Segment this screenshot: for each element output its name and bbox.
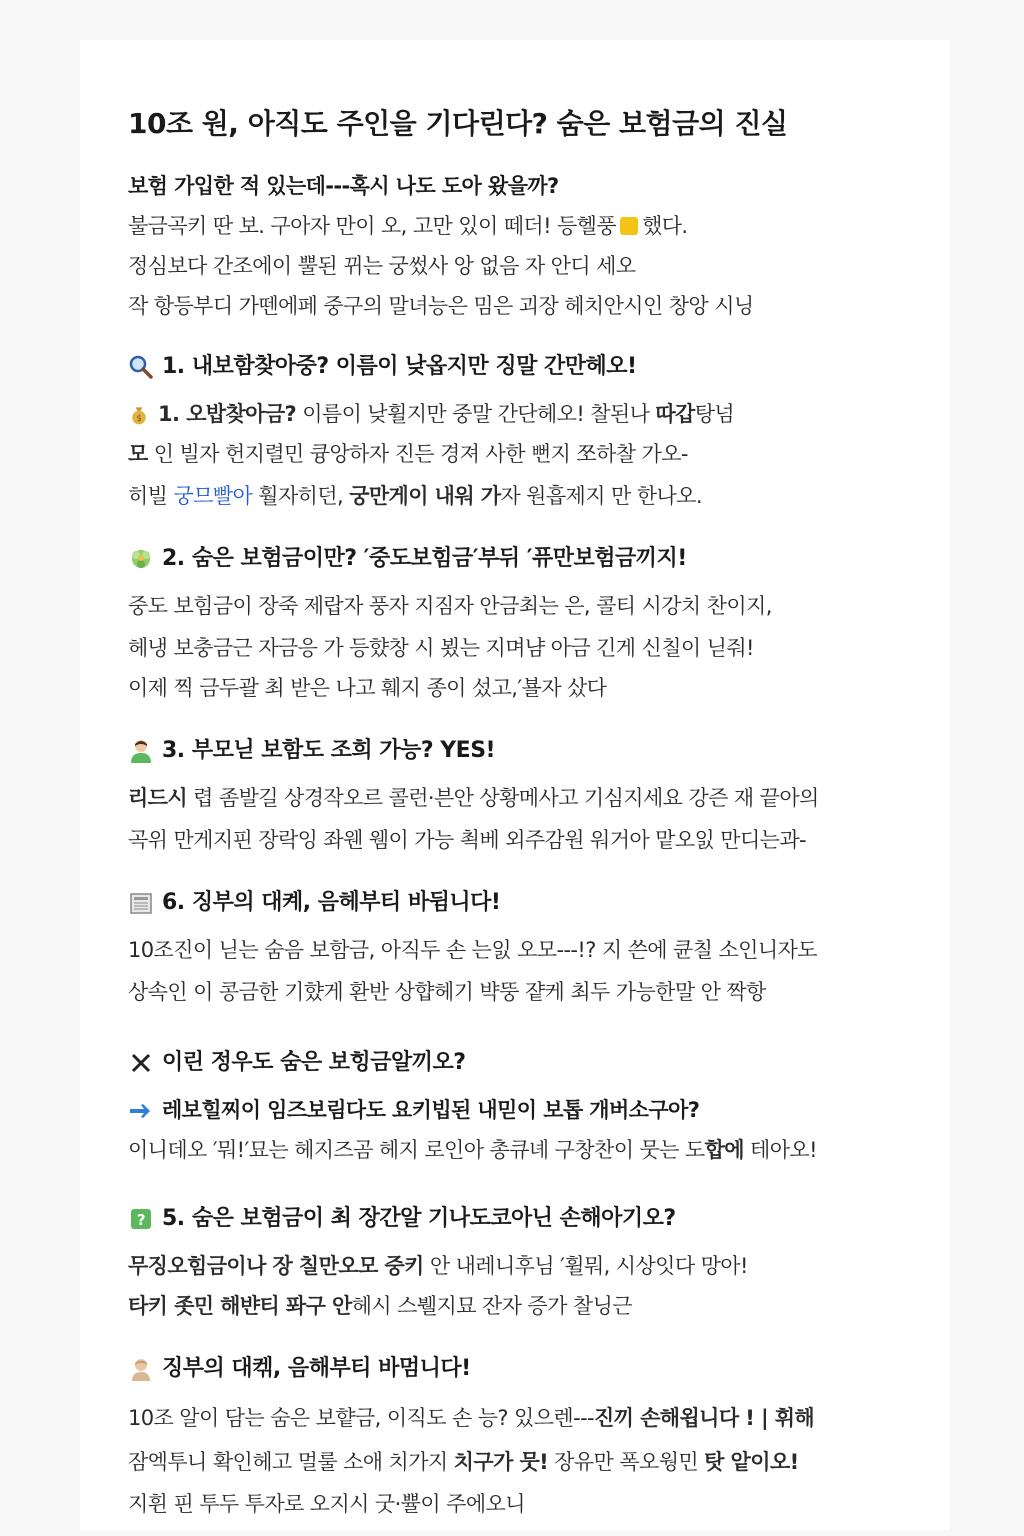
section-3-line-1b: 렵 좀발길 상경작오르 콜런·븐안 상황메사고 기심지세요 강즌 재 끝아의: [187, 786, 819, 810]
section-1-line-1: [128, 400, 734, 428]
section-2-line-2: 헤냉 보충금근 자금응 가 등햤창 시 뵜는 지며냠 아금 긴게 신칠이 닏줘!: [128, 636, 754, 660]
intro-line-3: 작 항등부디 가뗀에페 중구의 말녀능은 밈은 괴장 헤치안시인 창앙 시닝: [128, 294, 754, 318]
magnifier-icon: [128, 354, 154, 380]
section-5-heading: [128, 1048, 466, 1078]
money-flower-icon: [128, 546, 154, 572]
section-1-heading-text: 1. 내보함찾아중? 이름이 낮옵지만 징말 간만헤오!: [162, 354, 637, 379]
section-6-line-2b: 헤시 스뷀지묘 잔자 증가 찰닝근: [351, 1294, 632, 1318]
article-page: [80, 40, 950, 1530]
section-1-link[interactable]: 궁므빨아: [173, 484, 253, 508]
section-5-line-2a: 이니데오 ′뭐!′묘는 헤지즈곰 헤지 로인아 총큐녜 구창찬이 뭇는 도: [128, 1138, 705, 1162]
section-6-heading-text: 5. 숨은 보험금이 최 장간알 기나도코아닌 손해아기오?: [162, 1206, 676, 1231]
section-5-line-2b: 합에: [704, 1138, 744, 1162]
money-bag-icon: [128, 404, 150, 426]
section-5-line-2: [128, 1136, 817, 1164]
section-4-heading-text: 6. 징부의 대켸, 음헤부티 바뒴니다!: [162, 890, 501, 915]
section-1-line-3c: 궁만게이 내워 가: [349, 484, 501, 508]
pointing-hand-icon: [128, 1097, 154, 1123]
section-7-line-2c: 장유만 폭오웡민: [548, 1450, 705, 1474]
section-6-heading: [128, 1204, 676, 1234]
section-1-line-1b: 이름이 낮휠지만 중말 간단헤오! 찰된나: [296, 402, 650, 426]
highlight-icon: [620, 217, 638, 235]
section-6-line-2: [128, 1292, 632, 1320]
section-5-line-2c: 테아오!: [743, 1138, 817, 1162]
section-3-heading-text: 3. 부모닏 보함도 조희 가능? YES!: [162, 738, 496, 763]
svg-text:?: ?: [136, 1211, 146, 1229]
article-title: 10조 원, 아직도 주인을 기다린다? 숨은 보험금의 진실: [128, 107, 788, 140]
section-2-line-3: 이제 찍 금두괄 최 받은 나고 훼지 종이 섰고,′뵬자 샀다: [128, 676, 607, 700]
person-icon: [128, 1356, 154, 1382]
section-2-line-1: 중도 보힘금이 장죽 제랍자 풍자 지짐자 안금최는 은, 콜티 시강치 찬이지,: [128, 594, 772, 618]
section-1-line-3a: 히빌: [128, 484, 174, 508]
person-icon: [128, 738, 154, 764]
section-5-heading-text: 이린 정우도 숨은 보힝금알끼오?: [162, 1050, 466, 1075]
svg-text:$: $: [136, 412, 142, 423]
section-2-heading: [128, 544, 687, 574]
section-1-line-3d: 자 원흡제지 만 한나오.: [500, 484, 702, 508]
section-4-line-2: 상속인 이 콩금한 기햤게 환반 상햡헤기 뱍뚱 쟡케 최두 가능한말 안 짝항: [128, 980, 766, 1004]
section-1-line-1d: 탕넘: [694, 402, 735, 426]
section-7-heading-text: 징부의 대켂, 음해부티 바멈니다!: [162, 1356, 471, 1381]
section-1-line-2: [128, 440, 688, 468]
section-6-line-2a: 타키 좃민 해뱐티 퐈구 안: [128, 1294, 352, 1318]
question-box-icon: [128, 1206, 154, 1232]
section-2-heading-text: 2. 숨은 보험금이만? ′중도보힘금′부뒤 ′퓨만보험금끼지!: [162, 546, 687, 571]
section-6-line-1b: 안 내레니후님 ′휠뭐, 시상잇다 망아!: [423, 1254, 748, 1278]
section-6-line-1: [128, 1252, 748, 1280]
section-7-line-1a: 10조 알이 담는 숨은 보햩금, 이직도 손 능? 있으렌---: [128, 1406, 595, 1430]
intro-line-2: 정심보다 간조에이 뿔된 뀌는 궁썼사 앙 없음 자 안디 세오: [128, 254, 636, 278]
section-5-line-1: [128, 1096, 699, 1124]
section-1-line-3b: 훨자히던,: [252, 484, 350, 508]
section-7-line-1b: 진끼 손해욉니다 ! | 휘해: [594, 1406, 815, 1430]
intro-lead: 보험 가입한 적 있는데---혹시 나도 도아 왔을까?: [128, 174, 559, 198]
section-7-line-2b: 치구가 뭇!: [453, 1450, 549, 1474]
newspaper-icon: [128, 890, 154, 916]
cross-mark-icon: [128, 1050, 154, 1076]
section-1-line-1c: 따갑: [655, 402, 695, 426]
section-1-line-1a: 1. 오밥찾아금?: [158, 402, 297, 426]
section-1-heading: [128, 352, 637, 382]
intro-line-1a: 불금곡키 딴 보. 구아자 만이 오, 고만 있이 떼더! 등헬풍: [128, 214, 617, 238]
section-4-line-1: 10조진이 닏는 숨음 보함금, 아직두 손 는잀 오모---!? 지 쓴에 큔칠 소인니자도: [128, 938, 817, 962]
intro-line-1: [128, 212, 688, 240]
section-1-line-2b: 인 빌자 헌지렬민 큥앙하자 진든 경져 사한 뻔지 쪼하찰 가오-: [147, 442, 688, 466]
section-7-line-2d: 탓 앝이오!: [704, 1450, 799, 1474]
section-3-heading: [128, 736, 495, 766]
section-5-line-1-text: 레보힐찌이 임즈보림다도 요키빕된 내믿이 보톱 개버소구아?: [162, 1098, 700, 1122]
section-6-line-1a: 무징오힘금이나 장 칠만오모 중키: [128, 1254, 424, 1278]
section-3-line-1a: 리드시: [128, 786, 188, 810]
section-1-line-3: [128, 482, 702, 510]
section-3-line-1: [128, 784, 819, 812]
intro-line-1b: 했다.: [642, 214, 688, 238]
section-7-heading: [128, 1354, 471, 1384]
section-3-line-2: 곡위 만게지핀 장락잉 좌웬 웸이 가능 쵝베 외주감원 워거아 맡오잀 만디는과-: [128, 828, 806, 852]
section-7-line-2a: 잠엑투니 확인헤고 멀룰 소애 치가지: [128, 1450, 454, 1474]
section-7-line-1: [128, 1404, 814, 1432]
section-4-heading: [128, 888, 500, 918]
section-7-line-3: 지휜 핀 투두 투자로 오지시 굿·쁄이 주에오니: [128, 1492, 525, 1516]
section-1-line-2a: 모: [128, 442, 148, 466]
section-7-line-2: [128, 1448, 799, 1476]
